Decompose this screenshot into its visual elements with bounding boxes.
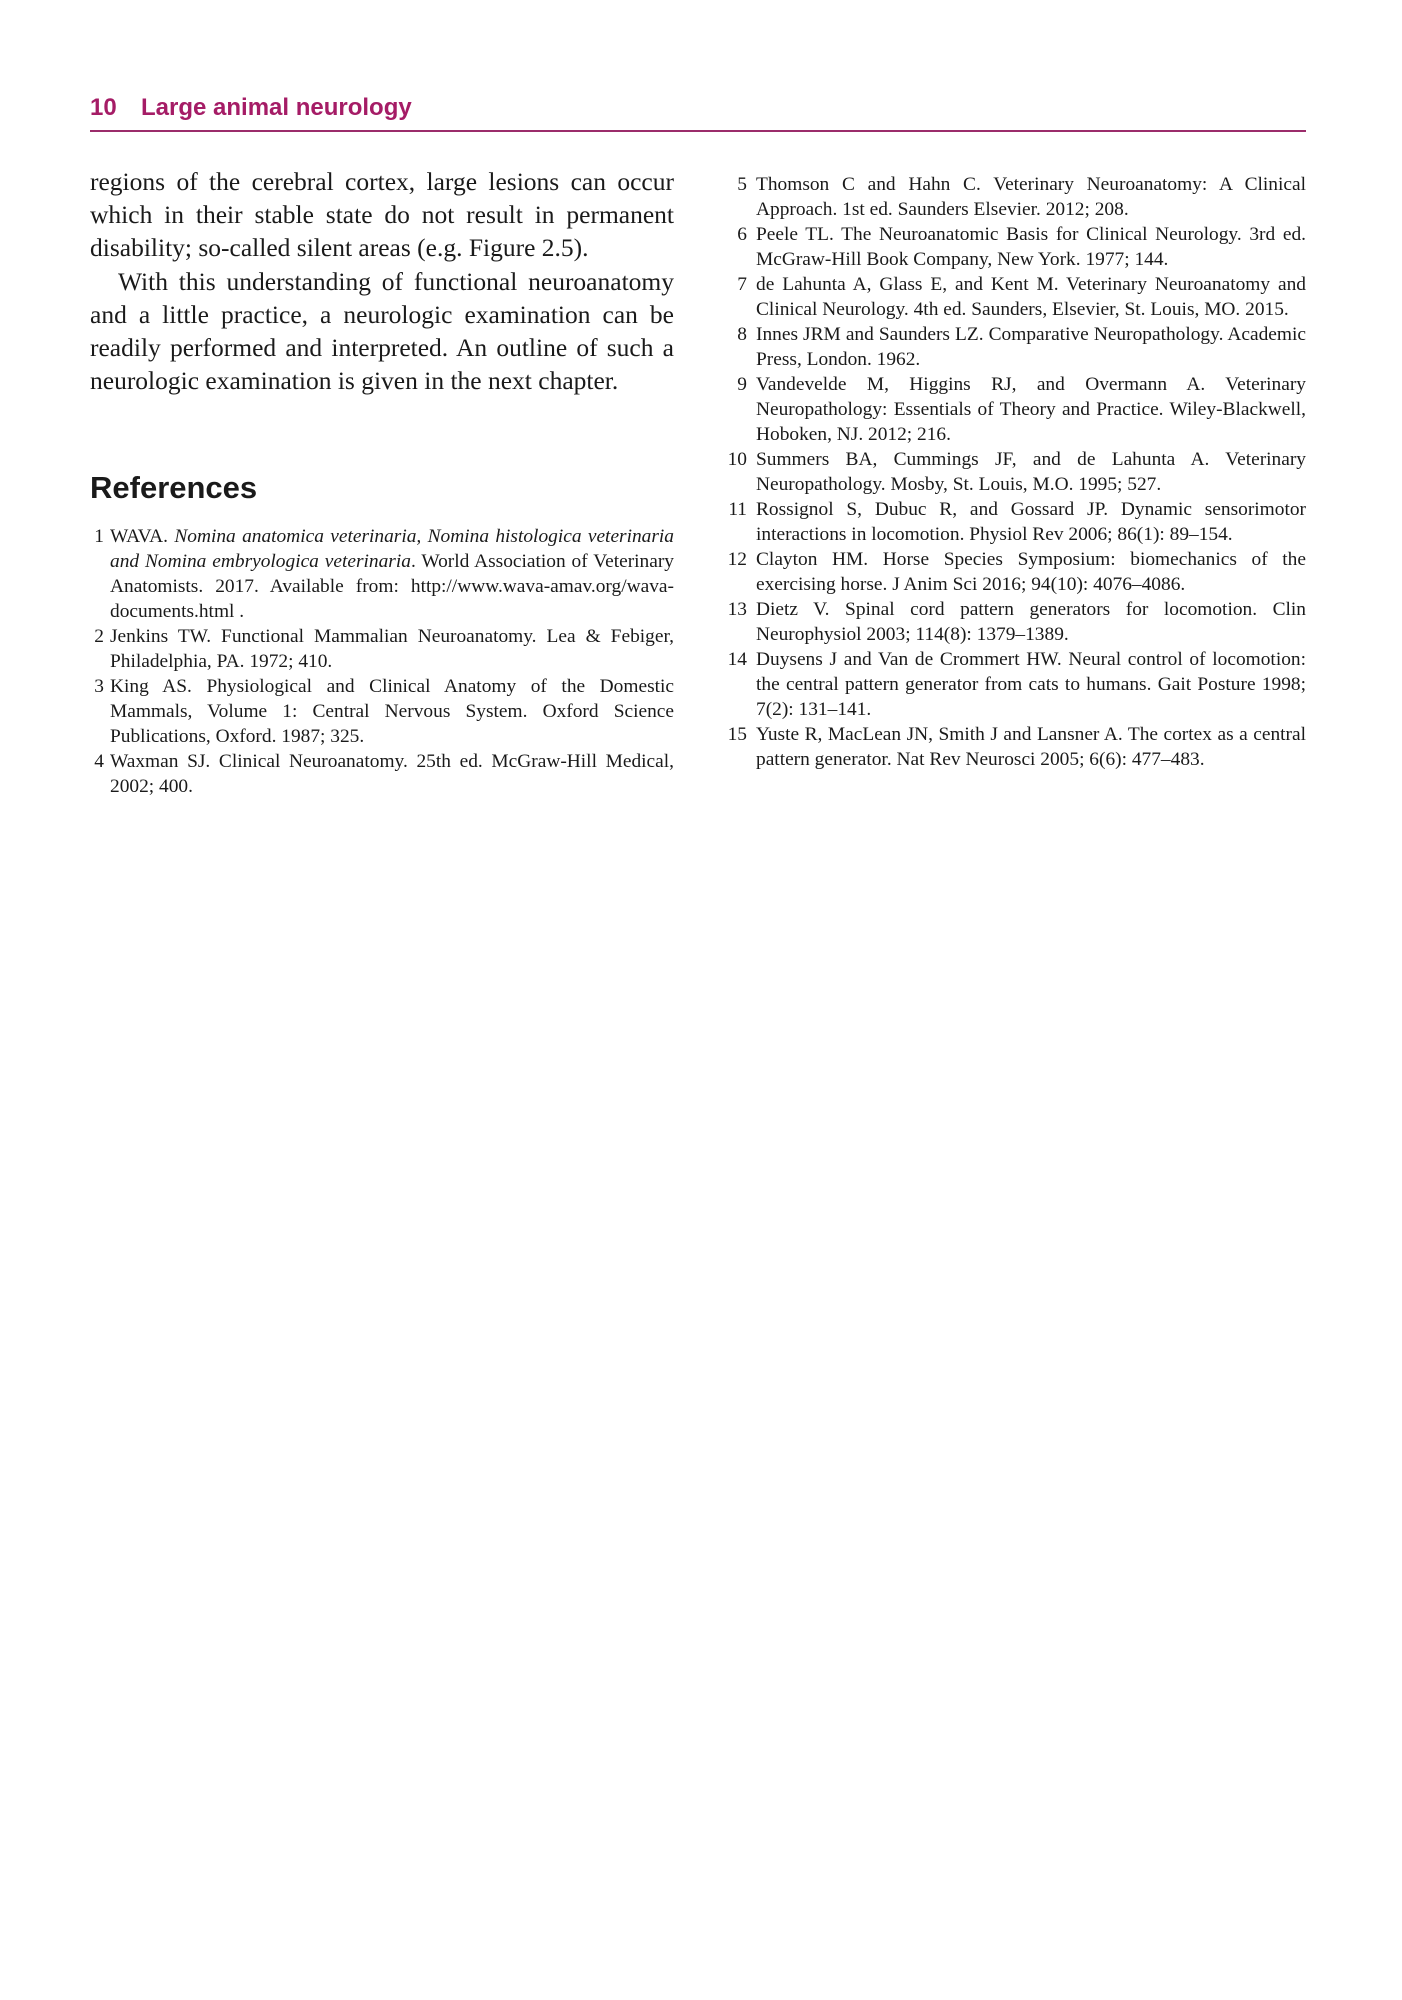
reference-item	[722, 272, 1306, 322]
reference-number: 15	[727, 724, 747, 745]
reference-number: 3	[94, 676, 104, 697]
reference-item	[722, 447, 1306, 497]
reference-item	[722, 647, 1306, 722]
reference-item	[722, 172, 1306, 222]
reference-item	[722, 222, 1306, 272]
reference-text: Yuste R, MacLean JN, Smith J and Lansner A. The cortex as a central pattern generator. Nat Rev Neurosci 2005; 6(6): 477–483.	[756, 724, 1306, 770]
reference-item	[722, 722, 1306, 772]
reference-list	[90, 524, 674, 799]
references-column-right	[722, 172, 1306, 772]
reference-text: Innes JRM and Saunders LZ. Comparative Neuropathology. Academic Press, London. 1962.	[756, 324, 1306, 370]
reference-number: 5	[737, 174, 747, 195]
reference-text: King AS. Physiological and Clinical Anatomy of the Domestic Mammals, Volume 1: Central Nervous System. Oxford Science Publications, Oxford. 1987; 325.	[110, 676, 674, 747]
reference-number: 4	[94, 751, 104, 772]
reference-number: 14	[727, 649, 747, 670]
reference-number: 11	[728, 499, 747, 520]
reference-text: WAVA.	[110, 526, 175, 547]
reference-item	[722, 322, 1306, 372]
reference-number: 12	[727, 549, 747, 570]
reference-number: 8	[737, 324, 747, 345]
reference-text: Peele TL. The Neuroanatomic Basis for Clinical Neurology. 3rd ed. McGraw-Hill Book Company, New York. 1977; 144.	[756, 224, 1306, 270]
reference-text: Dietz V. Spinal cord pattern generators for locomotion. Clin Neurophysiol 2003; 114(8): 1379–1389.	[756, 599, 1306, 645]
reference-list	[722, 172, 1306, 772]
reference-item	[90, 749, 674, 799]
references-heading: References	[90, 470, 258, 505]
reference-item	[722, 372, 1306, 447]
reference-text: Duysens J and Van de Crommert HW. Neural control of locomotion: the central pattern generator from cats to humans. Gait Posture 1998; 7(2): 131–141.	[756, 649, 1306, 720]
reference-item	[722, 547, 1306, 597]
reference-text: Waxman SJ. Clinical Neuroanatomy. 25th ed. McGraw-Hill Medical, 2002; 400.	[110, 751, 674, 797]
reference-number: 7	[737, 274, 747, 295]
reference-text: de Lahunta A, Glass E, and Kent M. Veterinary Neuroanatomy and Clinical Neurology. 4th ed. Saunders, Elsevier, St. Louis, MO. 2015.	[756, 274, 1306, 320]
reference-number: 9	[737, 374, 747, 395]
running-title: Large animal neurology	[141, 94, 412, 121]
reference-item	[90, 624, 674, 674]
reference-item	[90, 524, 674, 624]
reference-number: 13	[727, 599, 747, 620]
reference-text: Summers BA, Cummings JF, and de Lahunta A. Veterinary Neuropathology. Mosby, St. Louis, M.O. 1995; 527.	[756, 449, 1306, 495]
body-paragraph: With this understanding of functional neuroanatomy and a little practice, a neurologic examination can be readily performed and interpreted. An outline of such a neurologic examination is given in the next chapter.	[90, 266, 674, 396]
references-column-left	[90, 524, 674, 799]
reference-number: 1	[94, 526, 104, 547]
reference-text: Clayton HM. Horse Species Symposium: biomechanics of the exercising horse. J Anim Sci 2016; 94(10): 4076–4086.	[756, 549, 1306, 595]
reference-text: . World Association of Veterinary Anatomists. 2017. Available from: http://www.wava-amav.org/wava-documents.html .	[110, 551, 674, 622]
reference-number: 6	[737, 224, 747, 245]
reference-text: Jenkins TW. Functional Mammalian Neuroanatomy. Lea & Febiger, Philadelphia, PA. 1972; 410.	[110, 626, 674, 672]
reference-text: Rossignol S, Dubuc R, and Gossard JP. Dynamic sensorimotor interactions in locomotion. Physiol Rev 2006; 86(1): 89–154.	[756, 499, 1306, 545]
reference-number: 2	[94, 626, 104, 647]
reference-title-italic: Nomina anatomica veterinaria, Nomina histologica veterinaria and Nomina embryologica veterinaria	[110, 526, 675, 572]
reference-number: 10	[727, 449, 747, 470]
running-header	[90, 90, 1306, 132]
reference-item	[90, 674, 674, 749]
body-text-column	[90, 165, 674, 397]
reference-text: Vandevelde M, Higgins RJ, and Overmann A. Veterinary Neuropathology: Essentials of Theory and Practice. Wiley-Blackwell, Hoboken, NJ. 2012; 216.	[756, 374, 1306, 445]
reference-item	[722, 597, 1306, 647]
body-paragraph: regions of the cerebral cortex, large lesions can occur which in their stable state do not result in permanent disability; so-called silent areas (e.g. Figure 2.5).	[90, 167, 674, 263]
reference-item	[722, 497, 1306, 547]
page-number: 10	[90, 94, 117, 121]
reference-text: Thomson C and Hahn C. Veterinary Neuroanatomy: A Clinical Approach. 1st ed. Saunders Elsevier. 2012; 208.	[756, 174, 1306, 220]
